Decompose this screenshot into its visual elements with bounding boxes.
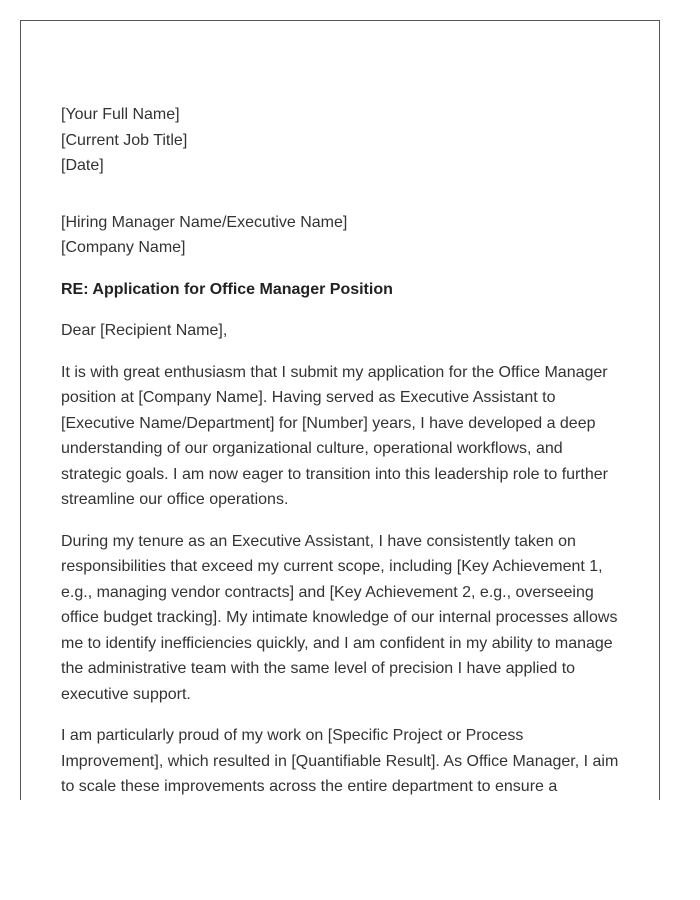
paragraph-line: the administrative team with the same level of precision I have applied to bbox=[61, 660, 576, 677]
paragraph-line: e.g., managing vendor contracts] and [Key Achievement 2, e.g., overseeing bbox=[61, 583, 594, 601]
paragraph-line: office budget tracking]. My intimate knowledge of our internal processes allows bbox=[61, 609, 618, 626]
sender-name: [Your Full Name] bbox=[61, 106, 180, 123]
subject-line: RE: Application for Office Manager Position bbox=[61, 280, 393, 298]
recipient-company: [Company Name] bbox=[61, 239, 186, 256]
letter-content bbox=[61, 102, 631, 800]
paragraph-line: During my tenure as an Executive Assistant, I have consistently taken on bbox=[61, 532, 576, 550]
recipient-name: [Hiring Manager Name/Executive Name] bbox=[61, 213, 348, 231]
paragraph-line: streamline our office operations. bbox=[61, 491, 289, 508]
paragraph-line: me to identify inefficiencies quickly, and I am confident in my ability to manage bbox=[61, 634, 613, 652]
paragraph-1 bbox=[61, 360, 631, 513]
salutation: Dear [Recipient Name], bbox=[61, 322, 228, 339]
paragraph-line: It is with great enthusiasm that I submit my application for the Office Manager bbox=[61, 363, 608, 381]
paragraph-line: to scale these improvements across the entire department to ensure a bbox=[61, 778, 558, 795]
paragraph-line: I am particularly proud of my work on [Specific Project or Process bbox=[61, 727, 524, 744]
paragraph-line: position at [Company Name]. Having served as Executive Assistant to bbox=[61, 389, 556, 406]
paragraph-2 bbox=[61, 529, 631, 708]
paragraph-line: understanding of our organizational culture, operational workflows, and bbox=[61, 440, 563, 457]
paragraph-3 bbox=[61, 723, 631, 800]
paragraph-line: responsibilities that exceed my current scope, including [Key Achievement 1, bbox=[61, 558, 603, 575]
paragraph-line: Improvement], which resulted in [Quantifiable Result]. As Office Manager, I aim bbox=[61, 752, 619, 770]
paragraph-line: executive support. bbox=[61, 685, 191, 703]
letter-page bbox=[20, 20, 660, 800]
letter-date: [Date] bbox=[61, 157, 104, 174]
sender-block bbox=[61, 102, 631, 179]
paragraph-line: strategic goals. I am now eager to transition into this leadership role to further bbox=[61, 465, 608, 483]
paragraph-line: [Executive Name/Department] for [Number] years, I have developed a deep bbox=[61, 414, 596, 432]
sender-job-title: [Current Job Title] bbox=[61, 131, 188, 149]
recipient-block bbox=[61, 210, 631, 261]
